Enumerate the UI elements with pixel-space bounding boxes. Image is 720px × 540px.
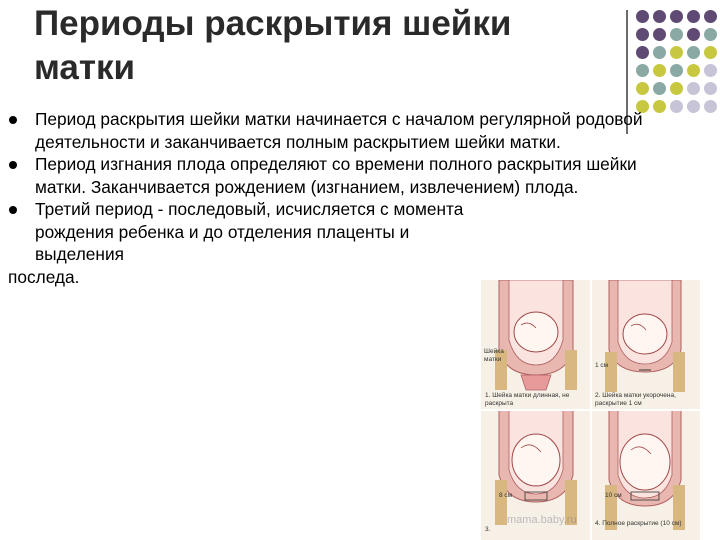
- dot: [687, 82, 700, 95]
- panel-caption-text: Шейка матки укорочена, раскрытие 1 см: [595, 392, 676, 407]
- dot: [653, 82, 666, 95]
- decorative-dot-grid: [636, 10, 720, 114]
- panel-caption-text: Шейка матки длинная, не раскрыта: [485, 392, 570, 407]
- dot: [653, 10, 666, 23]
- dot: [653, 64, 666, 77]
- bullet-text: Период изгнания плода определяют со времени полного раскрытия шейки матки. Заканчивается рождением (изгнанием, извлечением) плода.: [35, 154, 637, 197]
- panel-4-measure: 10 см: [605, 492, 622, 499]
- dot: [636, 46, 649, 59]
- dot: [687, 64, 700, 77]
- panel-3-measure: 8 см: [499, 492, 513, 499]
- dot: [704, 10, 717, 23]
- bullet-item: [8, 198, 498, 288]
- page-title: Периоды раскрытия шейки матки: [34, 4, 512, 87]
- dot: [704, 100, 717, 113]
- dot: [670, 46, 683, 59]
- panel-number: 4.: [595, 520, 601, 527]
- dot: [704, 46, 717, 59]
- bullet-dot-icon: [9, 161, 17, 169]
- dot: [687, 100, 700, 113]
- bullet-dot-icon: [9, 206, 17, 214]
- bullet-text-tail: последа.: [8, 266, 80, 287]
- panel-2-caption: [595, 392, 695, 408]
- dot: [636, 64, 649, 77]
- dot: [687, 10, 700, 23]
- bullet-list: [8, 108, 644, 288]
- dot: [653, 28, 666, 41]
- dot: [636, 82, 649, 95]
- dot: [687, 46, 700, 59]
- cervix-dilation-illustration: [481, 280, 700, 540]
- dot: [704, 28, 717, 41]
- dot: [704, 64, 717, 77]
- dot: [687, 28, 700, 41]
- panel-number: 2.: [595, 392, 601, 399]
- watermark: mama.baby.ru: [507, 514, 577, 526]
- panel-number: 1.: [485, 392, 491, 399]
- panel-4-caption: [595, 520, 695, 528]
- bullet-item: [8, 153, 644, 198]
- dot: [653, 46, 666, 59]
- dot: [670, 28, 683, 41]
- label-cervix: Шейка матки: [484, 348, 504, 363]
- bullet-item: [8, 108, 644, 153]
- dot: [704, 82, 717, 95]
- illustration-svg: [481, 280, 700, 540]
- dot: [636, 28, 649, 41]
- panel-2-measure: 1 см: [595, 362, 609, 369]
- dot: [670, 100, 683, 113]
- bullet-text: Третий период - последовый, исчисляется с момента рождения ребенка и до отделения плаценты и выделения: [35, 199, 464, 264]
- panel-caption-text: Полное раскрытие (10 см): [602, 520, 682, 527]
- dot: [670, 82, 683, 95]
- panel-3-number: 3.: [485, 526, 491, 533]
- bullet-dot-icon: [9, 116, 17, 124]
- panel-1-caption: [485, 392, 585, 408]
- bullet-text: Период раскрытия шейки матки начинается с началом регулярной родовой деятельности и заканчивается полным раскрытием шейки матки.: [35, 109, 643, 152]
- dot: [670, 64, 683, 77]
- dot: [653, 100, 666, 113]
- dot: [670, 10, 683, 23]
- dot: [636, 10, 649, 23]
